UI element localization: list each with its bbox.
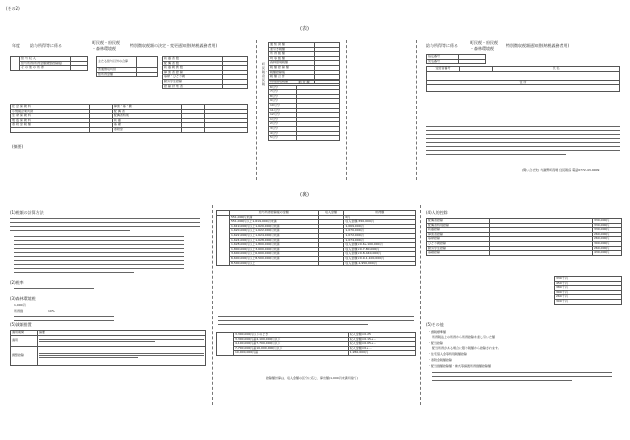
back1-line (14, 240, 184, 241)
back3-note-4: ・住宅借入金等特別税額控除 (428, 352, 468, 356)
back3-amount-6: 260,000円 (593, 246, 622, 251)
form-1 (8, 40, 252, 152)
back1-line (14, 248, 184, 249)
form2-month-7: 1月分 (269, 117, 297, 122)
back3-amount-0: 330,000円 (593, 219, 622, 224)
back2-right-val-0: 0円 (344, 215, 416, 220)
form1-center-2: 総所得金額 (97, 72, 137, 77)
back1-line (10, 218, 200, 219)
back1-line (14, 256, 184, 257)
back2-income-table (216, 210, 416, 266)
fold-line (346, 40, 347, 180)
form3-text-line (426, 130, 620, 131)
form1-right-4: 寡婦・ひとり親 (163, 75, 223, 80)
back1-line (10, 230, 130, 231)
back3-row-5: ひとり親控除 (427, 241, 490, 246)
form2-row-7: 税 額 合 計 (269, 75, 315, 80)
back3-amount-1: 330,000円 (593, 223, 622, 228)
back3-amount-3: 260,000円 (593, 232, 622, 237)
back2-header-left: 給与所得控除後の金額 (230, 211, 319, 216)
form1-right-table (162, 56, 248, 89)
back-col-1-table (8, 322, 208, 382)
form3-text-line (426, 142, 620, 143)
form1-center-table (96, 56, 158, 77)
back2-right-val-3: 1,070,000円 (344, 229, 416, 234)
form3-text-line (426, 134, 620, 135)
back2-lower-table (216, 332, 416, 356)
back1-line (14, 272, 134, 273)
back2-row-8: 3,600,000円以上6,600,000円未満 (230, 252, 319, 257)
front-label: (表) (300, 26, 309, 32)
back2-header-mid: 収入金額 (318, 211, 344, 216)
back1-sub-table (10, 330, 206, 366)
back2-row-9: 6,600,000円以上8,500,000円未満 (230, 256, 319, 261)
form1-center-1: 普通徴収切替 (97, 68, 137, 73)
back2-line (218, 320, 414, 321)
form2-tax-table (268, 42, 340, 84)
form1-right-5: 勤労学生控除 (163, 79, 223, 84)
back2-line (218, 316, 414, 317)
back1-line (10, 226, 200, 227)
back2-right-val-10: 収入金額-1,950,000円 (344, 261, 416, 266)
back3-row-2: 扶養控除 (427, 228, 490, 233)
back2-row-1: 551,000円以上1,619,000円未満 (230, 220, 319, 225)
back2-right-val-5: 1,074,000円 (344, 238, 416, 243)
form3-text-line (426, 154, 566, 155)
form2-month-3: 9月分 (269, 99, 297, 104)
back1-sub-head-0: 適用期間 (11, 331, 38, 336)
back3-amount-4: 260,000円 (593, 237, 622, 242)
back3-line (432, 372, 612, 373)
back1-line (14, 264, 184, 265)
back-bottom-left-heading: (5)減額措置 (10, 322, 32, 327)
form3-id-table (426, 54, 486, 64)
form1-right-6: 控 除 対 象 者 (163, 84, 223, 89)
back2-lower-val-3: 収入金額×0+... (348, 346, 415, 351)
form1-bottom-table (10, 104, 248, 133)
form1-note: (摘要) (12, 144, 24, 149)
fold-line (256, 40, 257, 180)
form1-bottom-mid-0: 障害・寡・勤 (112, 105, 181, 110)
back1-line (14, 252, 184, 253)
form2-month-10: 4月分 (269, 131, 297, 136)
form1-title-line3: 特別徴収税額の決定・変更通知書(納税義務者用) (130, 43, 218, 48)
back2-header-right: 所得額 (344, 211, 416, 216)
form1-income-table (10, 56, 88, 71)
back3-row-0: 配偶者控除 (427, 219, 490, 224)
back2-row-4: 1,622,000円以上1,624,000円未満 (230, 233, 319, 238)
form2-side-label: 町民税・府民税 (262, 62, 269, 86)
back1-line (14, 288, 94, 289)
back1-income-1: 所得割 (14, 309, 24, 313)
back2-lower-row-0: 3,300,000円以下のとき (234, 333, 349, 338)
back1-line (14, 316, 114, 317)
back2-right-val-4: 1,072,000円 (344, 233, 416, 238)
form1-center-0: 主たる給与以外の合算 (97, 57, 137, 68)
back3-note-3: 配当所得がある場合に限り税額から控除されます。 (432, 346, 501, 350)
back2-lower-row-3: 7,700,000円超10,000,000円以下 (234, 346, 349, 351)
back3-note-2: ・配当控除 (428, 341, 444, 345)
fold-line (420, 205, 421, 405)
form-2 (262, 40, 342, 176)
form2-row-8: 特別徴収税額 (269, 79, 315, 84)
back2-row-6: 1,628,000円以上1,800,000円未満 (230, 243, 319, 248)
form3-title-line1: 給与所得等に係る (426, 43, 458, 48)
form1-bottom-mid-2: 配偶者特別 (112, 114, 181, 119)
back-col-2 (216, 210, 416, 420)
back2-lower-val-4: 1,950,000円 (348, 351, 415, 356)
back2-lower-val-1: 収入金額×0.15+... (348, 337, 415, 342)
back3-row-6: 勤労学生控除 (427, 246, 490, 251)
back3-deduction-table (426, 218, 622, 256)
back3-note-0: ・課税標準額 (428, 330, 447, 334)
back3-amount-5: 300,000円 (593, 241, 622, 246)
form3-text-line (426, 150, 620, 151)
back2-lower-row-2: 4,100,000円超7,700,000円以下 (234, 342, 349, 347)
form1-title-line2a: 町民税・府民税 (92, 40, 120, 45)
form1-bottom-mid-3: 扶 養 (112, 118, 181, 123)
form1-bottom-mid-5: 寄附金 (112, 127, 181, 132)
form2-month-6: 12月分 (269, 113, 297, 118)
back2-lower-val-2: 収入金額×0.05+... (348, 342, 415, 347)
form2-payment-header: 納 付 額 (269, 81, 340, 86)
back1-line (14, 236, 184, 237)
back1-income-0: 1,000円 (14, 303, 26, 307)
form3-text-line (426, 126, 620, 127)
back1-income-heading: (3)森林環境税 (10, 296, 36, 301)
fold-line (212, 205, 213, 405)
back3-note-1: 所得税法上の所得から所得控除を差し引いた額 (432, 335, 496, 339)
form1-bottom-mid-4: 基 礎 (112, 123, 181, 128)
back1-income-2: 10% (48, 309, 55, 313)
back3-note-6: ・配当割額控除額・株式等譲渡所得割額控除額 (428, 364, 492, 368)
form3-designation: 指定番号 (427, 55, 459, 60)
back3-line (432, 376, 612, 377)
back3-amount-2: 330,000円 (593, 228, 622, 233)
back1-line (10, 222, 200, 223)
back3-right-amount-2: 380千円 (555, 286, 622, 291)
form3-text-line (426, 146, 620, 147)
form3-title-line2a: 町民税・府民税 (470, 40, 498, 45)
back2-right-val-9: 収入金額×0.9-1,100,000円 (344, 256, 416, 261)
form3-recipient-table (426, 66, 620, 92)
back1-line (14, 268, 184, 269)
corner-label: (その2) (6, 6, 20, 11)
form1-bottom-mid-1: 配 偶 者 (112, 109, 181, 114)
form1-title-line1: 給与所得等に係る (30, 43, 62, 48)
back-label: (裏) (300, 192, 309, 198)
form-3 (422, 40, 622, 176)
form2-month-5: 11月分 (269, 108, 297, 113)
form2-row-5: 税 額 控 除 額 (269, 65, 315, 70)
form3-text-line (426, 138, 620, 139)
back2-row-10: 8,500,000円以上 (230, 261, 319, 266)
back3-right-amount-5: 300千円 (555, 299, 622, 304)
form3-address-header: 住 所 (427, 80, 620, 85)
form1-row-0: 給 与 収 入 (20, 57, 71, 62)
back3-right-amount-3: 300千円 (555, 290, 622, 295)
form3-footer: (問い合せ先) 与謝野町役場 住民税係 電話0772-43-9009 (522, 168, 600, 172)
back2-lower-row-4: 10,000,000円超 (234, 351, 349, 356)
back3-right-amount-0: 330千円 (555, 277, 622, 282)
form2-month-1: 7月分 (269, 90, 297, 95)
back2-right-val-1: 収入金額-550,000円 (344, 220, 416, 225)
form3-title-line2b: ・森林環境税 (470, 46, 494, 51)
form2-row-0: 通 知 済 額 (269, 43, 315, 48)
form3-name-header: 氏 名 (493, 67, 620, 72)
back3-heading: (4)人的控除 (426, 210, 448, 215)
back1-sub-head-1: 摘要 (38, 331, 206, 336)
back3-note-5: ・寄附金税額控除 (428, 358, 453, 362)
form2-month-table (268, 80, 340, 141)
back2-row-7: 1,800,000円以上3,600,000円未満 (230, 247, 319, 252)
form3-designation2: 宛名番号 (427, 59, 459, 64)
back2-right-val-8: 収入金額×0.8-440,000円 (344, 252, 416, 257)
form1-right-2: 扶 養 親 族 数 (163, 66, 223, 71)
form3-recipient-header: 受給者番号 (427, 67, 460, 72)
back-bottom-left-row-0: 適用 (11, 335, 38, 346)
form1-row-1: 給与所得(所得金額調整控除後) (20, 61, 71, 66)
form2-row-1: 差引き税額 (269, 47, 315, 52)
form1-bottom-left-0: 社 会 保 険 料 (11, 105, 90, 110)
form2-month-9: 3月分 (269, 126, 297, 131)
form1-title-line2b: ・森林環境税 (92, 46, 116, 51)
back3-row-4: 寡婦控除 (427, 237, 490, 242)
back3-right-table (554, 276, 622, 305)
back3-note-heading: (5)その他 (426, 322, 444, 327)
form1-bottom-left-1: 小規模企業共済 (11, 109, 90, 114)
back2-lower-row-1: 3,300,000円超4,100,000円以下 (234, 337, 349, 342)
back2-row-0: 551,000円未満 (230, 215, 319, 220)
back2-line (218, 324, 368, 325)
back2-lower-val-0: 収入金額×0.25 (348, 333, 415, 338)
back3-amount-7: 430,000円 (593, 251, 622, 256)
back3-row-3: 障害者控除 (427, 232, 490, 237)
back-col-3 (424, 210, 624, 420)
back2-right-val-2: 1,069,000円 (344, 224, 416, 229)
back-bottom-left-row-1: 調整控除 (11, 346, 38, 365)
back3-row-1: 配偶者特別控除 (427, 223, 490, 228)
back1-intro: (1)税額の計算方法 (10, 210, 44, 215)
back2-row-2: 1,619,000円以上1,620,000円未満 (230, 224, 319, 229)
form2-row-4: 森林環境税額 (269, 61, 315, 66)
back2-row-3: 1,620,000円以上1,622,000円未満 (230, 229, 319, 234)
form2-row-2: 所 得 割 額 (269, 52, 315, 57)
back2-right-val-7: 収入金額×0.7-80,000円 (344, 247, 416, 252)
back3-right-amount-1: 450千円 (555, 281, 622, 286)
back2-right-val-6: 収入金額×0.6+100,000円 (344, 243, 416, 248)
form2-row-3: 均 等 割 額 (269, 56, 315, 61)
back3-line (432, 380, 572, 381)
fold-line (416, 40, 417, 180)
back1-line (14, 244, 184, 245)
form1-right-3: 障 害 者 控 除 (163, 70, 223, 75)
form1-right-0: 扶 養 者 数 (163, 57, 223, 62)
form2-month-11: 5月分 (269, 136, 297, 141)
form1-right-1: 配 偶 者 数 (163, 61, 223, 66)
back3-right-amount-4: 260千円 (555, 295, 622, 300)
form1-bottom-left-4: 寄 附 金 税 額 (11, 123, 90, 128)
back1-line (14, 320, 114, 321)
form2-row-6: 税額控除後 (269, 70, 315, 75)
form2-month-0: 6月分 (269, 85, 297, 90)
form1-bottom-left-2: 生 命 保 険 料 (11, 114, 90, 119)
back2-row-5: 1,624,000円以上1,628,000円未満 (230, 238, 319, 243)
back2-footer: 控除額計算は、収入金額の区分に応じ、算出額(1,000円未満切捨て) (266, 376, 358, 380)
back1-line (14, 260, 184, 261)
form2-month-2: 8月分 (269, 94, 297, 99)
form2-month-8: 2月分 (269, 122, 297, 127)
form2-month-4: 10月分 (269, 103, 297, 108)
form1-year: 年度 (12, 43, 20, 48)
form1-bottom-left-3: 地 震 保 険 料 (11, 118, 90, 123)
back1-method-heading: (2)税率 (10, 280, 24, 285)
form1-row-2: そ の 他 の 所 得 (20, 66, 71, 71)
form3-title-line3: 特別徴収税額通知書(納税義務者用) (506, 43, 570, 48)
back3-row-7: 基礎控除 (427, 251, 490, 256)
